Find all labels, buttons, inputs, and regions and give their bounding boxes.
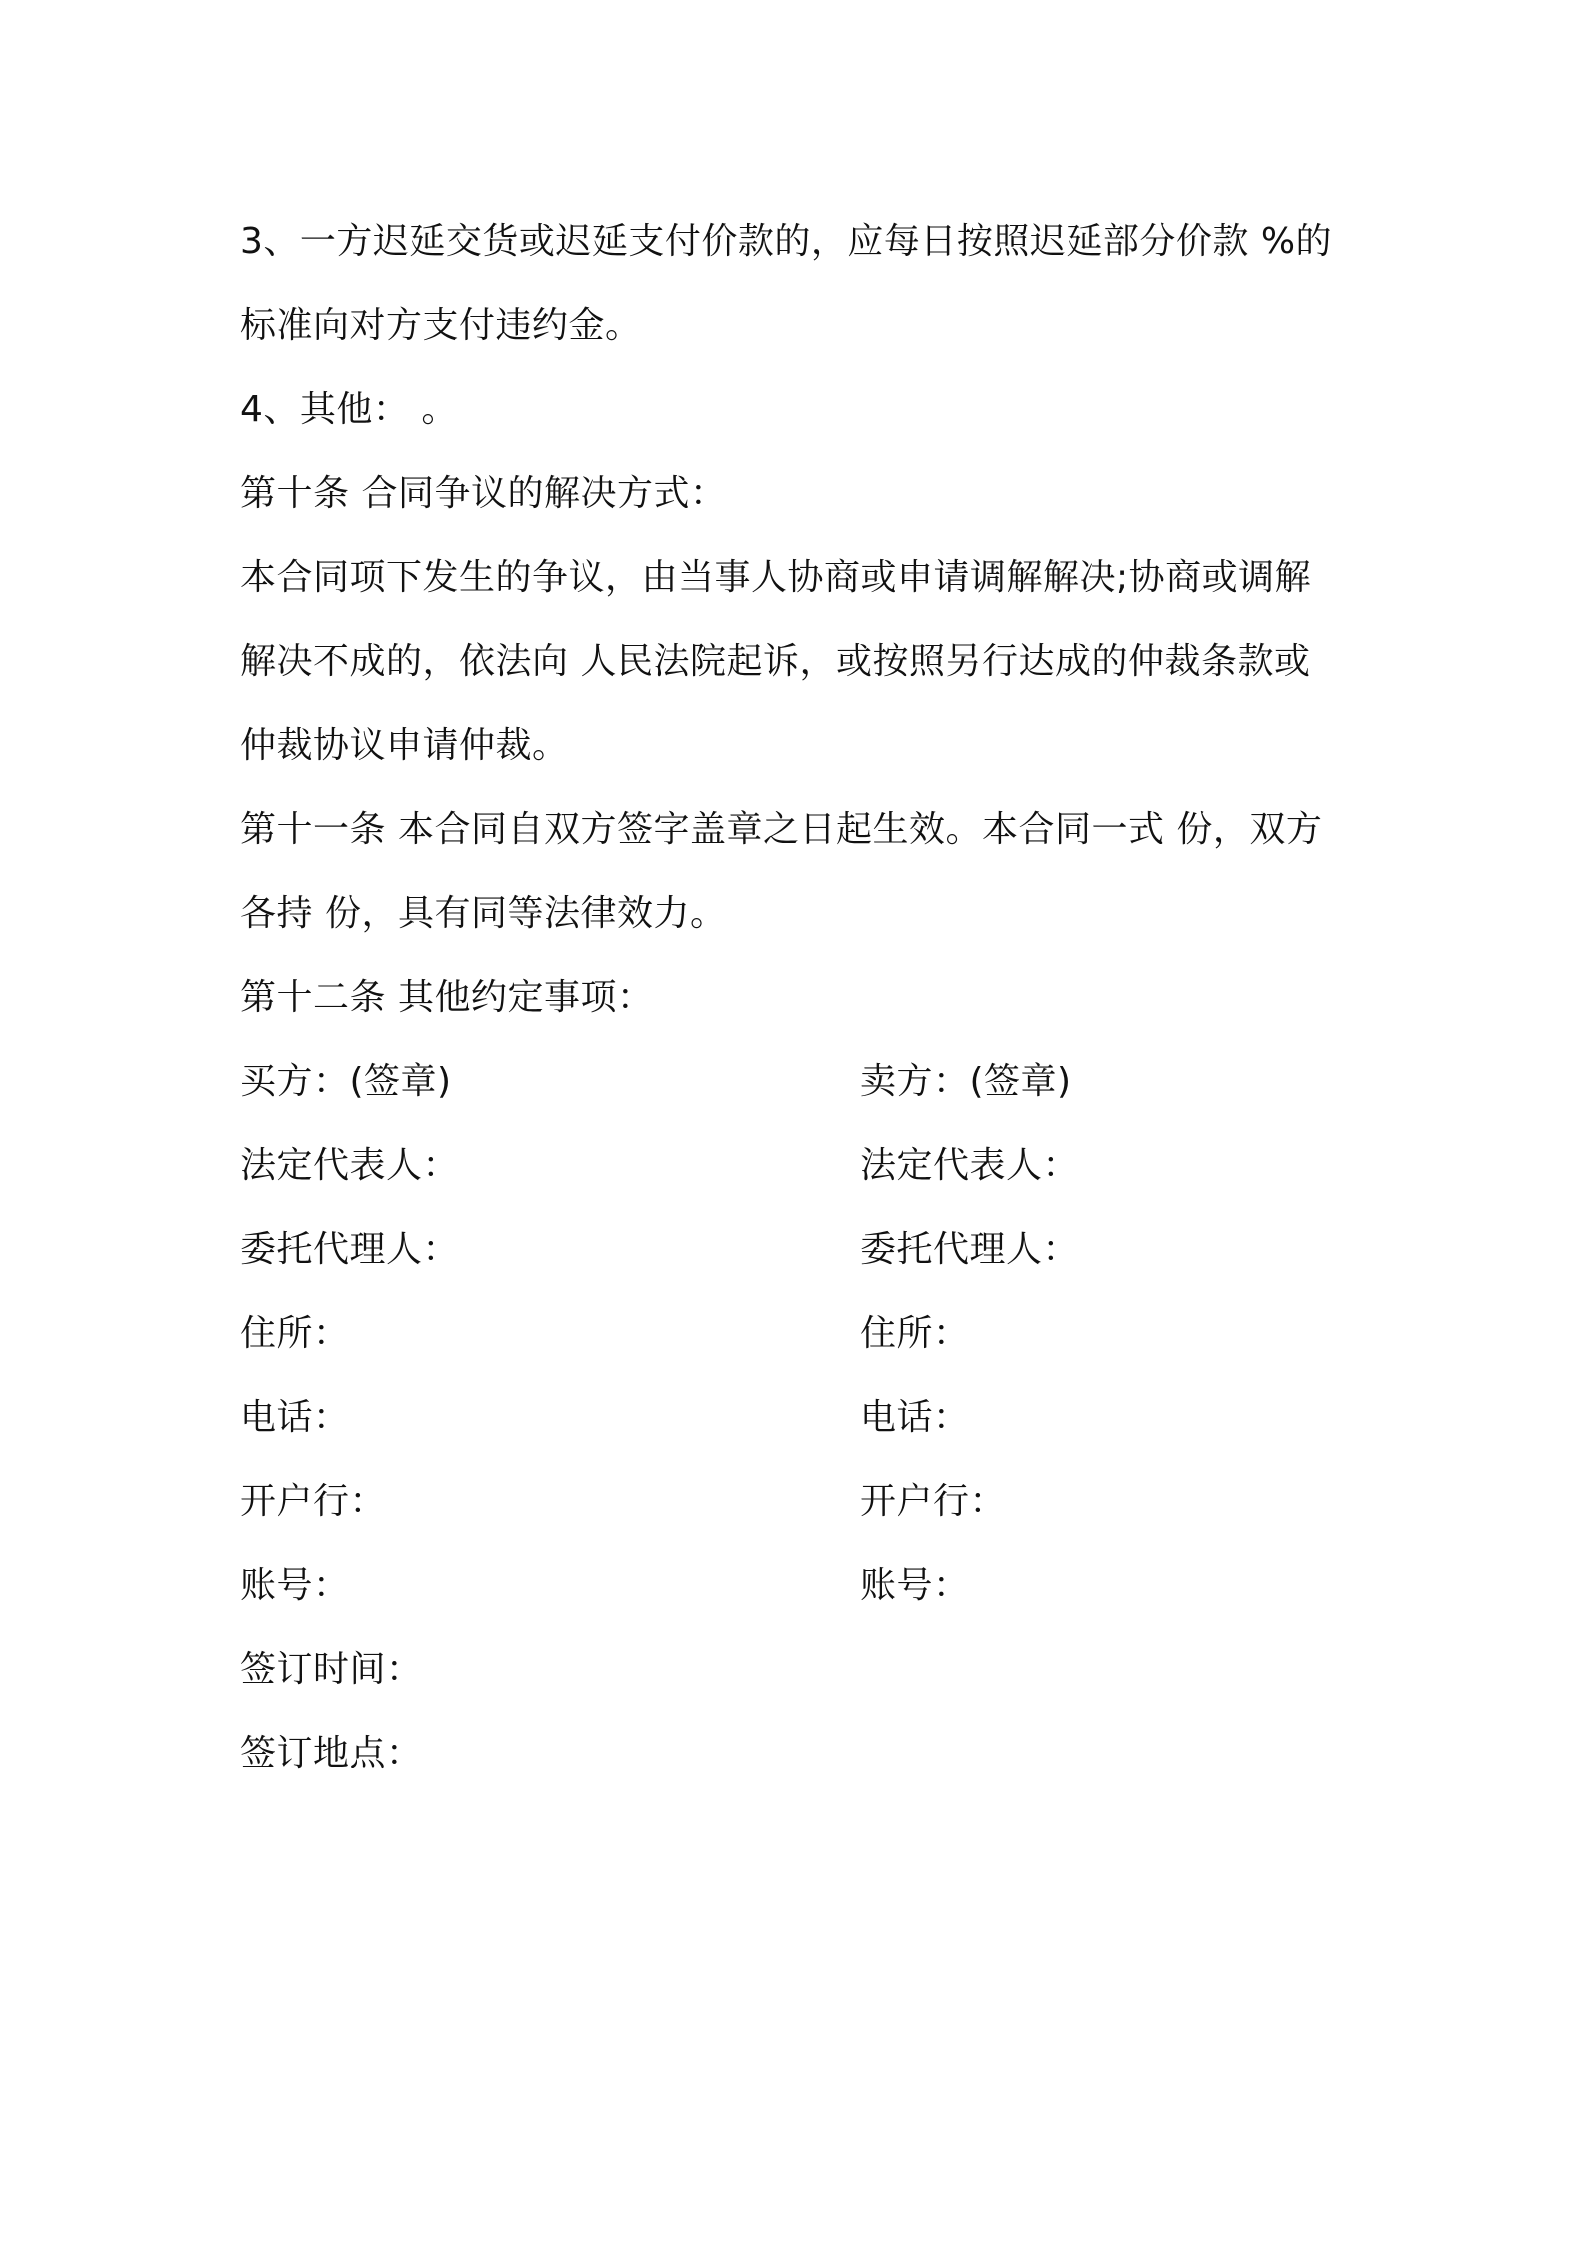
article-11-line-2: 各持 份，具有同等法律效力。: [240, 893, 727, 934]
document-page: [240, 200, 1360, 1796]
article-11-line-1: 第十一条 本合同自双方签字盖章之日起生效。本合同一式 份，双方: [240, 809, 1323, 850]
buyer-field: 开户行：: [240, 1481, 387, 1522]
clause-3-line-2: 标准向对方支付违约金。: [240, 305, 642, 346]
article-10-line-2: 解决不成的，依法向 人民法院起诉，或按照另行达成的仲裁条款或: [240, 641, 1311, 682]
signature-row: [240, 1376, 1360, 1460]
signature-block: [240, 1040, 1360, 1796]
seller-field: 开户行：: [860, 1481, 1007, 1522]
seller-field: 卖方：(签章): [860, 1061, 1072, 1102]
buyer-field: 账号：: [240, 1565, 350, 1606]
buyer-field: 买方：(签章): [240, 1061, 452, 1102]
article-10-line-3: 仲裁协议申请仲裁。: [240, 725, 569, 766]
signature-row: [240, 1124, 1360, 1208]
sign-time-field: 签订时间：: [240, 1649, 423, 1690]
signature-row: [240, 1208, 1360, 1292]
buyer-field: 法定代表人：: [240, 1145, 460, 1186]
signature-row: [240, 1292, 1360, 1376]
article-12-title: 第十二条 其他约定事项：: [240, 977, 654, 1018]
seller-field: 法定代表人：: [860, 1145, 1080, 1186]
buyer-field: 委托代理人：: [240, 1229, 460, 1270]
buyer-field: 电话：: [240, 1397, 350, 1438]
article-10-line-1: 本合同项下发生的争议，由当事人协商或申请调解解决;协商或调解: [240, 557, 1312, 598]
signature-row: [240, 1040, 1360, 1124]
signature-row: [240, 1544, 1360, 1628]
clause-3-line-1: 3、一方迟延交货或迟延支付价款的，应每日按照迟延部分价款 %的: [240, 221, 1333, 262]
clause-4: 4、其他： 。: [240, 389, 458, 430]
seller-field: 账号：: [860, 1565, 970, 1606]
seller-field: 住所：: [860, 1313, 970, 1354]
signature-row: [240, 1460, 1360, 1544]
buyer-field: 住所：: [240, 1313, 350, 1354]
seller-field: 电话：: [860, 1397, 970, 1438]
sign-place-field: 签订地点：: [240, 1733, 423, 1774]
seller-field: 委托代理人：: [860, 1229, 1080, 1270]
article-10-title: 第十条 合同争议的解决方式：: [240, 473, 727, 514]
